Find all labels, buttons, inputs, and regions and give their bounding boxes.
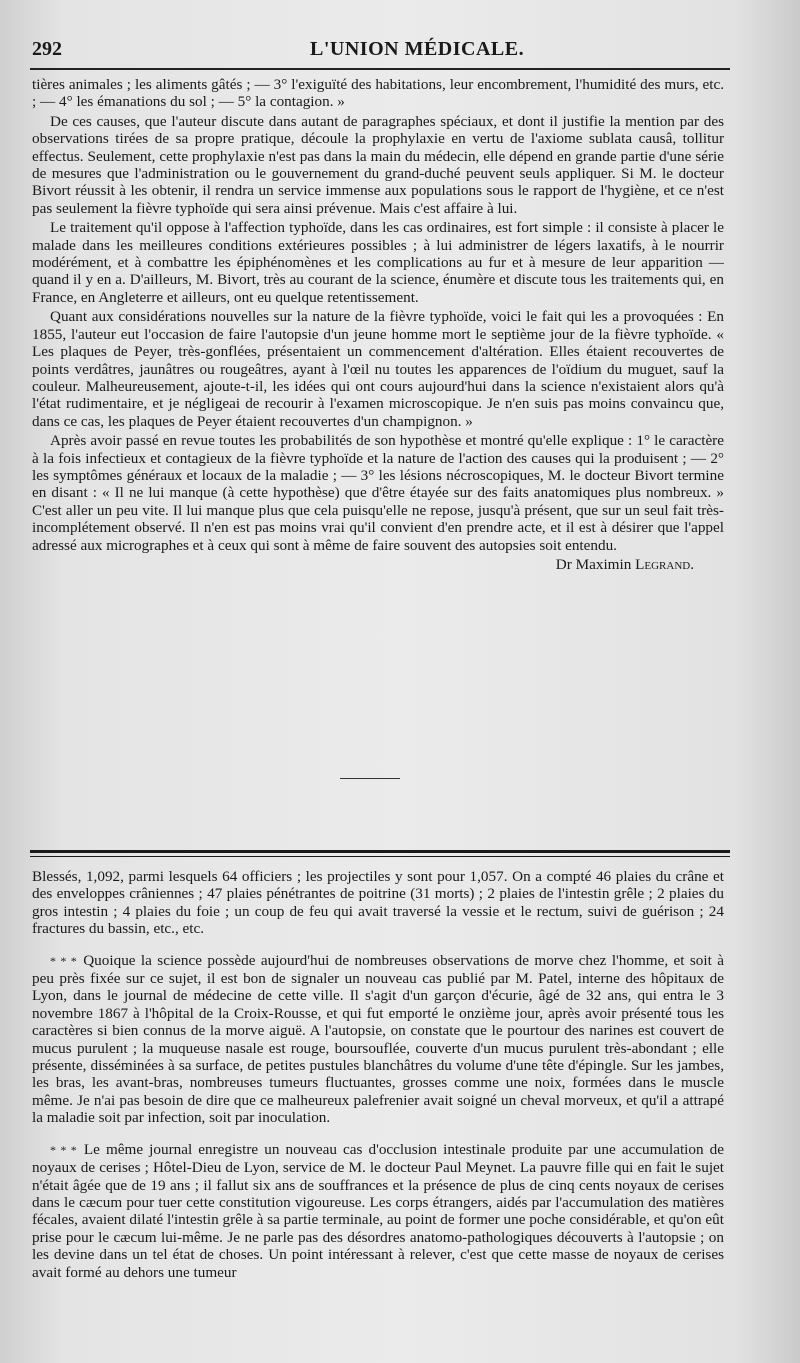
review-article <box>32 76 724 573</box>
double-rule-thin <box>30 856 730 857</box>
signature-prefix: Dr Maximin <box>555 555 636 573</box>
paragraph-continuation: tières animales ; les aliments gâtés ; — 3° l'exiguïté des habitations, leur encombrement, l'humidité des murs, etc. ; — 4° les émanations du sol ; — 5° la contagion. » <box>32 76 724 111</box>
news-column <box>32 868 724 1295</box>
header-rule <box>30 68 730 70</box>
page-number: 292 <box>32 38 62 60</box>
paragraph-nature: Quant aux considérations nouvelles sur la nature de la fièvre typhoïde, voici le fait qui les a provoquées : En 1855, l'auteur eut l'occasion de faire l'autopsie d'un jeune homme mort le septième jour de la fièvre typhoïde. « Les plaques de Peyer, très-gonflées, présentaient un commencement d'altération. Elles étaient recouvertes de points verdâtres, jaunâtres ou rougeâtres, ayant à l'œil nu toutes les apparences de l'oïdium du muguet, sauf la couleur. Malheureusement, ajoute-t-il, les idées qui ont cours aujourd'hui dans la science n'existaient alors qu'à l'état rudimentaire, et je négligeai de recourir à l'examen microscopique. Je n'en suis pas moins convaincu que, dans ce cas, les plaques de Peyer étaient recouvertes d'un champignon. » <box>32 308 724 430</box>
page-header <box>30 38 730 66</box>
running-title: L'UNION MÉDICALE. <box>310 38 525 60</box>
paragraph-treatment: Le traitement qu'il oppose à l'affection typhoïde, dans les cas ordinaires, est fort simple : il consiste à placer le malade dans les meilleures conditions extérieures possibles ; à lui administrer de légers laxatifs, à le nourrir modérément, et à combattre les épiphénomènes et les complications au fur et à mesure de leur apparition — quand il y en a. D'ailleurs, M. Bivort, très au courant de la science, énumère et discute tous les traitements qui, en France, en Angleterre et ailleurs, ont eu quelque retentissement. <box>32 219 724 306</box>
paragraph-glanders-text: Quoique la science possède aujourd'hui de nombreuses observations de morve chez l'homme, et soit à peu près fixée sur ce sujet, il est bon de signaler un nouveau cas publié par M. Patel, interne des hôpitaux de Lyon, dans le journal de médecine de cette ville. Il s'agit d'un garçon d'écurie, âgé de 32 ans, qui entra le 3 novembre 1867 à l'hôpital de la Croix-Rousse, et qui fut emporté le onzième jour, après avoir présenté tous les caractères si bien connus de la morve aiguë. A l'autopsie, on constate que le pourtour des narines est couvert de mucus purulent ; la muqueuse nasale est rouge, boursouflée, couverte d'un mucus purulent très-abondant ; elle présente, disséminées à sa surface, de petites pustules blanchâtres du volume d'une tête d'épingle. Sur les jambes, les bras, les avant-bras, nombreuses tumeurs fluctuantes, grosses comme une noix, formées dans le muscle même. Je n'ai pas besoin de dire que ce malheureux palefrenier avait soigné un cheval morveux, et qu'il a attrapé la maladie soit par infection, soit par inoculation. <box>32 951 724 1127</box>
paragraph-casualties: Blessés, 1,092, parmi lesquels 64 officiers ; les projectiles y sont pour 1,057. On a compté 46 plaies du crâne et des enveloppes crâniennes ; 47 plaies pénétrantes de poitrine (31 morts) ; 2 plaies de l'intestin grêle ; 2 plaies du gros intestin ; 4 plaies du foie ; un coup de feu qui avait traversé la vessie et le rectum, suivi de guérison ; 24 fractures du bassin, etc., etc. <box>32 868 724 938</box>
author-signature <box>32 556 724 573</box>
paragraph-prophylaxis: De ces causes, que l'auteur discute dans autant de paragraphes spéciaux, et dont il justifie la mention par des observations tirées de sa propre pratique, découle la prophylaxie en vertu de l'axiome sublata causâ, tollitur effectus. Seulement, cette prophylaxie n'est pas dans la main du médecin, elle dépend en grande partie d'une série de mesures que l'administration ou le gouvernement du grand-duché peuvent seuls appliquer. Si M. le docteur Bivort réussit à les obtenir, il rendra un service immense aux populations sous le rapport de l'hygiène, et ce n'est pas seulement la fièvre typhoïde qui sera ainsi prévenue. Mais c'est affaire à lui. <box>32 112 724 217</box>
double-rule-thick <box>30 850 730 853</box>
paragraph-glanders <box>32 952 724 1127</box>
paragraph-occlusion <box>32 1141 724 1281</box>
paragraph-occlusion-text: Le même journal enregistre un nouveau cas d'occlusion intestinale produite par une accumulation de noyaux de cerises ; Hôtel-Dieu de Lyon, service de M. le docteur Paul Meynet. La pauvre fille qui en fait le sujet n'était âgée que de 19 ans ; il fallut six ans de souffrances et la présence de plus de cinq cents noyaux de cerises dans le cæcum pour tuer cette constitution vigoureuse. Les corps étrangers, aidés par l'accumulation des matières fécales, avaient dilaté l'intestin grêle à sa partie terminale, au point de former une poche considérable, et qu'on eût prise pour le cæcum lui-même. Je ne parle pas des désordres anatomo-pathologiques découverts à l'autopsie ; on les devine dans un tel état de choses. Un point intéressant à relever, c'est que cette masse de noyaux de cerises avait formé au dehors une tumeur <box>32 1140 724 1281</box>
signature-name: Legrand. <box>635 555 694 573</box>
paragraph-hypothesis: Après avoir passé en revue toutes les probabilités de son hypothèse et montré qu'elle explique : 1° le caractère à la fois infectieux et contagieux de la fièvre typhoïde et la nature de l'action des causes qui la produisent ; — 2° les symptômes généraux et locaux de la maladie ; — 3° les lésions nécroscopiques, M. le docteur Bivort termine en disant : « Il ne lui manque (à cette hypothèse) que d'être étayée sur des faits anatomiques plus nombreux. » C'est aller un peu vite. Il lui manque plus que cela puisqu'elle ne repose, jusqu'à présent, que sur un seul fait très-incomplétement observé. Il n'en est pas moins vrai qu'il convient d'en prendre acte, et il est à désirer que l'appel adressé aux micrographes et à ceux qui sont à même de faire souvent des autopsies soit entendu. <box>32 432 724 554</box>
asterism: * * * <box>50 953 78 968</box>
asterism: * * * <box>50 1142 78 1157</box>
section-divider <box>340 778 400 779</box>
